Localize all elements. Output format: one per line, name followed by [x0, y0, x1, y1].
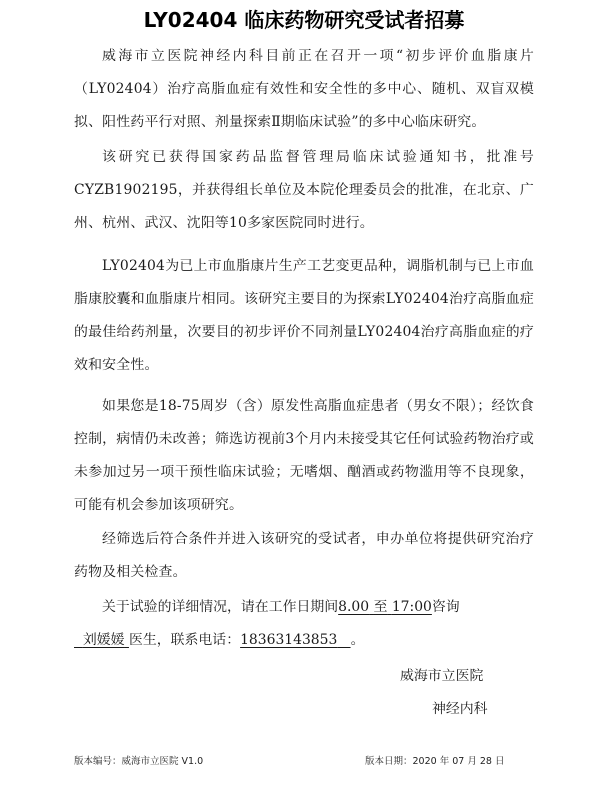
time-start: 8.00	[338, 599, 370, 615]
signature-department: 神经内科	[432, 701, 488, 717]
time-to: 至	[373, 599, 388, 615]
paragraph-benefits: 经筛选后符合条件并进入该研究的受试者，申办单位将提供研究治疗药物及相关检查。	[74, 531, 534, 580]
doctor-suffix: 医生，联系电话：	[128, 632, 241, 648]
time-end: 17:00	[391, 599, 432, 615]
contact-end: 。	[350, 632, 365, 648]
paragraph-approval: 该研究已获得国家药品监督管理局临床试验通知书，批准号CYZB1902195，并获得组长单位及本院伦理委员会的批准，在北京、广州、杭州、武汉、沈阳等10多家医院同时进行。	[74, 149, 534, 231]
doctor-name-field	[74, 632, 129, 648]
signature-hospital: 威海市立医院	[400, 668, 484, 684]
consult-label: 咨询	[431, 599, 460, 615]
doctor-name: 刘媛媛	[82, 632, 125, 648]
contact-doctor-line	[74, 624, 554, 657]
footer-version: 版本编号：威海市立医院 V1.0	[74, 756, 204, 767]
contact-hours-line	[74, 591, 554, 624]
contact-intro: 关于试验的详细情况，请在工作日期间	[102, 599, 339, 615]
footer-date: 版本日期：2020 年 07 月 28 日	[365, 756, 505, 767]
work-hours	[338, 599, 432, 615]
phone-field	[240, 632, 350, 648]
paragraph-study-intro: 威海市立医院神经内科目前正在召开一项“初步评价血脂康片（LY02404）治疗高脂血症有效性和安全性的多中心、随机、双盲双模拟、阳性药平行对照、剂量探索Ⅱ期临床试验”的多中心临床研究。	[74, 48, 534, 130]
paragraph-drug-purpose: LY02404为已上市血脂康片生产工艺变更品种，调脂机制与已上市血脂康胶囊和血脂康片相同。该研究主要目的为探索LY02404治疗高脂血症的最佳给药剂量，次要目的初步评价不同剂量LY02404治疗高脂血症的疗效和安全性。	[74, 258, 534, 373]
page-title: LY02404 临床药物研究受试者招募	[143, 8, 465, 32]
paragraph-eligibility: 如果您是18-75周岁（含）原发性高脂血症患者（男女不限）；经饮食控制，病情仍未改善；筛选访视前3个月内未接受其它任何试验药物治疗或未参加过另一项干预性临床试验；无嗜烟、酗酒或药物滥用等不良现象，可能有机会参加该项研究。	[74, 398, 534, 513]
phone-number: 18363143853	[240, 632, 338, 648]
